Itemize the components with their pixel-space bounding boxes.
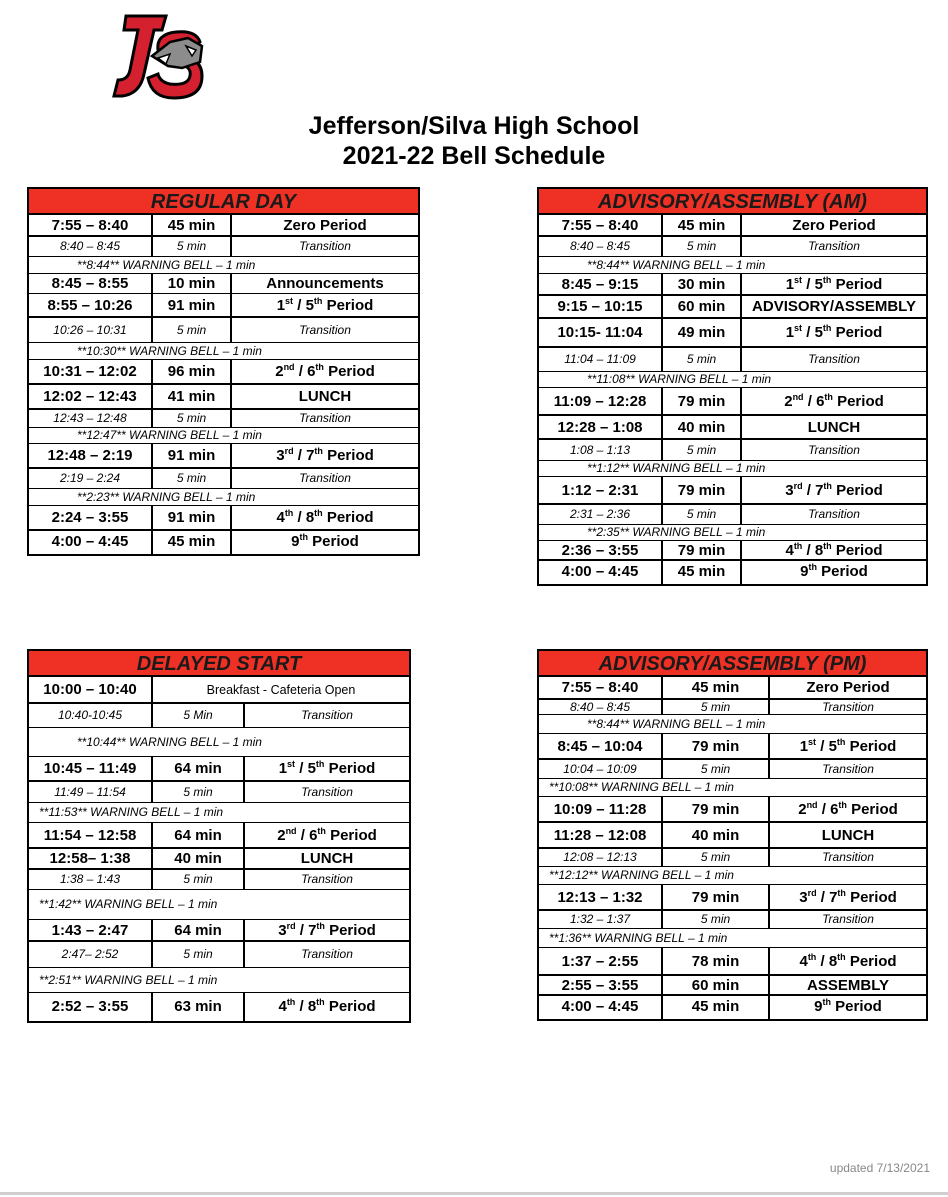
period-description: Transition xyxy=(768,911,926,928)
schedule-header: DELAYED START xyxy=(29,651,409,677)
period-description: 9th Period xyxy=(740,561,926,584)
school-logo xyxy=(108,12,212,106)
time-range: 10:26 – 10:31 xyxy=(53,323,127,337)
warning-bell-text: **8:44** WARNING BELL – 1 min xyxy=(587,717,766,731)
duration: 45 min xyxy=(661,561,740,584)
time-range: 4:00 – 4:45 xyxy=(51,533,129,550)
warning-bell-row xyxy=(539,715,926,734)
footer-divider xyxy=(0,1192,948,1195)
period-description: 9th Period xyxy=(768,996,926,1019)
warning-bell-text: **8:44** WARNING BELL – 1 min xyxy=(587,258,766,272)
duration: 5 min xyxy=(151,318,230,342)
duration: 5 min xyxy=(661,911,768,928)
duration: 40 min xyxy=(661,416,740,438)
schedule-row xyxy=(29,385,418,410)
time-range: 8:45 – 8:55 xyxy=(51,275,129,292)
schedule-row xyxy=(29,506,418,531)
time-range: 2:19 – 2:24 xyxy=(59,471,121,485)
period-description: Transition xyxy=(768,760,926,778)
duration: 45 min xyxy=(151,531,230,554)
schedule-row xyxy=(29,920,409,942)
time-range: 8:45 – 10:04 xyxy=(557,738,643,755)
time-range: 8:40 – 8:45 xyxy=(569,700,631,714)
period-description: Breakfast - Cafeteria Open xyxy=(151,677,409,702)
time-range: 11:28 – 12:08 xyxy=(553,827,647,844)
warning-bell-text: **10:30** WARNING BELL – 1 min xyxy=(77,344,262,358)
schedule-row xyxy=(29,410,418,428)
time-range: 10:40-10:45 xyxy=(57,708,123,722)
period-description: Transition xyxy=(740,440,926,460)
schedule-row xyxy=(539,215,926,237)
duration: 5 min xyxy=(151,469,230,488)
warning-bell-text: **11:08** WARNING BELL – 1 min xyxy=(587,372,772,386)
time-range: 10:45 – 11:49 xyxy=(43,760,137,777)
period-description: Zero Period xyxy=(768,677,926,698)
schedule-row xyxy=(539,976,926,996)
period-description: 1st / 5th Period xyxy=(243,757,409,780)
duration: 10 min xyxy=(151,274,230,293)
schedule-row xyxy=(29,942,409,968)
duration: 5 min xyxy=(661,440,740,460)
period-description: LUNCH xyxy=(768,823,926,847)
schedule-row xyxy=(539,911,926,929)
period-description: Transition xyxy=(243,704,409,727)
duration: 91 min xyxy=(151,444,230,467)
schedule-row xyxy=(29,870,409,890)
period-description: 1st / 5th Period xyxy=(740,319,926,346)
period-description: 4th / 8th Period xyxy=(740,541,926,559)
period-description: Transition xyxy=(243,870,409,889)
duration: 91 min xyxy=(151,506,230,529)
schedule-row xyxy=(29,704,409,728)
warning-bell-text: **10:44** WARNING BELL – 1 min xyxy=(77,735,262,749)
period-description: Transition xyxy=(243,942,409,967)
time-range: 1:43 – 2:47 xyxy=(51,922,129,939)
period-description: 3rd / 7th Period xyxy=(243,920,409,940)
period-description: 2nd / 6th Period xyxy=(740,388,926,414)
schedule-subtitle: 2021-22 Bell Schedule xyxy=(342,142,606,170)
warning-bell-text: **1:12** WARNING BELL – 1 min xyxy=(587,461,766,475)
warning-bell-row xyxy=(539,867,926,885)
duration: 5 min xyxy=(661,700,768,714)
time-range: 12:43 – 12:48 xyxy=(53,411,127,425)
warning-bell-text: **1:36** WARNING BELL – 1 min xyxy=(549,931,728,945)
time-range: 4:00 – 4:45 xyxy=(561,998,639,1015)
period-description: 3rd / 7th Period xyxy=(230,444,418,467)
schedule-row xyxy=(29,677,409,704)
period-description: 2nd / 6th Period xyxy=(230,360,418,383)
duration: 5 min xyxy=(151,237,230,256)
schedule-row xyxy=(29,469,418,489)
duration: 5 min xyxy=(151,942,243,967)
time-range: 2:47– 2:52 xyxy=(61,947,119,961)
duration: 5 min xyxy=(661,348,740,371)
time-range: 1:08 – 1:13 xyxy=(569,443,631,457)
schedule-row xyxy=(539,849,926,867)
time-range: 11:54 – 12:58 xyxy=(43,827,137,844)
warning-bell-row xyxy=(539,525,926,541)
time-range: 12:13 – 1:32 xyxy=(557,889,643,906)
advisory-assembly-pm-schedule xyxy=(537,649,928,1021)
schedule-row xyxy=(539,677,926,700)
schedule-row xyxy=(29,294,418,318)
duration: 45 min xyxy=(151,215,230,235)
duration: 60 min xyxy=(661,296,740,317)
schedule-row xyxy=(539,948,926,976)
duration: 79 min xyxy=(661,734,768,758)
period-description: LUNCH xyxy=(243,849,409,868)
period-description: Zero Period xyxy=(230,215,418,235)
schedule-row xyxy=(539,734,926,760)
period-description: 3rd / 7th Period xyxy=(768,885,926,909)
schedule-row xyxy=(539,797,926,823)
schedule-row xyxy=(539,561,926,584)
schedule-row xyxy=(29,274,418,294)
period-description: 1st / 5th Period xyxy=(768,734,926,758)
period-description: Transition xyxy=(243,782,409,802)
schedule-row xyxy=(29,237,418,257)
updated-date: updated 7/13/2021 xyxy=(829,1161,930,1175)
duration: 64 min xyxy=(151,757,243,780)
warning-bell-text: **1:42** WARNING BELL – 1 min xyxy=(39,897,218,911)
time-range: 10:31 – 12:02 xyxy=(43,363,137,380)
time-range: 1:38 – 1:43 xyxy=(59,872,121,886)
schedule-row xyxy=(539,823,926,849)
duration: 45 min xyxy=(661,996,768,1019)
warning-bell-row xyxy=(29,968,409,993)
warning-bell-row xyxy=(539,372,926,388)
warning-bell-row xyxy=(539,929,926,948)
period-description: LUNCH xyxy=(740,416,926,438)
duration: 5 Min xyxy=(151,704,243,727)
warning-bell-text: **12:47** WARNING BELL – 1 min xyxy=(77,428,262,442)
duration: 91 min xyxy=(151,294,230,316)
time-range: 8:55 – 10:26 xyxy=(47,297,133,314)
schedule-row xyxy=(539,477,926,505)
warning-bell-text: **11:53** WARNING BELL – 1 min xyxy=(39,805,224,819)
warning-bell-row xyxy=(29,728,409,757)
time-range: 11:49 – 11:54 xyxy=(54,785,126,799)
period-description: Announcements xyxy=(230,274,418,293)
time-range: 2:24 – 3:55 xyxy=(51,509,129,526)
time-range: 10:15- 11:04 xyxy=(557,324,643,341)
warning-bell-text: **8:44** WARNING BELL – 1 min xyxy=(77,258,256,272)
period-description: LUNCH xyxy=(230,385,418,408)
schedule-row xyxy=(539,700,926,715)
warning-bell-text: **2:23** WARNING BELL – 1 min xyxy=(77,490,256,504)
warning-bell-text: **10:08** WARNING BELL – 1 min xyxy=(549,780,734,794)
duration: 79 min xyxy=(661,388,740,414)
advisory-assembly-am-schedule xyxy=(537,187,928,586)
duration: 41 min xyxy=(151,385,230,408)
duration: 49 min xyxy=(661,319,740,346)
duration: 79 min xyxy=(661,885,768,909)
warning-bell-row xyxy=(29,428,418,444)
time-range: 7:55 – 8:40 xyxy=(561,217,639,234)
schedule-header: REGULAR DAY xyxy=(29,189,418,215)
schedule-row xyxy=(29,849,409,870)
duration: 5 min xyxy=(661,849,768,866)
time-range: 8:45 – 9:15 xyxy=(561,276,639,293)
warning-bell-text: **12:12** WARNING BELL – 1 min xyxy=(549,868,734,882)
duration: 5 min xyxy=(151,410,230,427)
schedule-row xyxy=(29,444,418,469)
schedule-row xyxy=(539,319,926,348)
time-range: 7:55 – 8:40 xyxy=(51,217,129,234)
duration: 60 min xyxy=(661,976,768,994)
warning-bell-text: **2:35** WARNING BELL – 1 min xyxy=(587,525,766,539)
warning-bell-row xyxy=(539,257,926,274)
warning-bell-row xyxy=(539,779,926,797)
duration: 5 min xyxy=(151,870,243,889)
period-description: 3rd / 7th Period xyxy=(740,477,926,503)
warning-bell-row xyxy=(29,257,418,274)
period-description: Transition xyxy=(768,849,926,866)
schedule-row xyxy=(29,318,418,343)
schedule-row xyxy=(29,993,409,1021)
duration: 45 min xyxy=(661,677,768,698)
time-range: 8:40 – 8:45 xyxy=(569,239,631,253)
schedule-row xyxy=(539,505,926,525)
period-description: Zero Period xyxy=(740,215,926,235)
time-range: 12:48 – 2:19 xyxy=(47,447,133,464)
period-description: Transition xyxy=(230,469,418,488)
schedule-row xyxy=(539,885,926,911)
schedule-row xyxy=(29,782,409,803)
duration: 5 min xyxy=(661,505,740,524)
schedule-row xyxy=(539,760,926,779)
time-range: 8:40 – 8:45 xyxy=(59,239,121,253)
schedule-row xyxy=(539,274,926,296)
period-description: 2nd / 6th Period xyxy=(243,823,409,847)
duration: 45 min xyxy=(661,215,740,235)
period-description: 4th / 8th Period xyxy=(230,506,418,529)
schedule-row xyxy=(539,237,926,257)
duration: 79 min xyxy=(661,477,740,503)
period-description: Transition xyxy=(768,700,926,714)
duration: 78 min xyxy=(661,948,768,974)
schedule-row xyxy=(29,757,409,782)
period-description: 4th / 8th Period xyxy=(243,993,409,1021)
duration: 40 min xyxy=(661,823,768,847)
schedule-row xyxy=(539,996,926,1019)
period-description: 1st / 5th Period xyxy=(230,294,418,316)
schedule-row xyxy=(539,440,926,461)
time-range: 9:15 – 10:15 xyxy=(557,298,643,315)
period-description: 9th Period xyxy=(230,531,418,554)
time-range: 10:04 – 10:09 xyxy=(563,762,637,776)
period-description: Transition xyxy=(740,348,926,371)
time-range: 12:08 – 12:13 xyxy=(563,850,637,864)
duration: 30 min xyxy=(661,274,740,294)
time-range: 10:00 – 10:40 xyxy=(43,681,137,698)
schedule-row xyxy=(29,215,418,237)
period-description: 4th / 8th Period xyxy=(768,948,926,974)
time-range: 1:32 – 1:37 xyxy=(569,912,631,926)
schedule-row xyxy=(29,360,418,385)
duration: 5 min xyxy=(661,760,768,778)
time-range: 10:09 – 11:28 xyxy=(553,801,647,818)
warning-bell-row xyxy=(29,489,418,506)
period-description: Transition xyxy=(230,410,418,427)
schedule-row xyxy=(539,296,926,319)
schedule-row xyxy=(539,416,926,440)
duration: 5 min xyxy=(661,237,740,256)
time-range: 12:28 – 1:08 xyxy=(557,419,643,436)
time-range: 11:09 – 12:28 xyxy=(553,393,647,410)
duration: 64 min xyxy=(151,920,243,940)
time-range: 12:58– 1:38 xyxy=(49,850,131,867)
duration: 40 min xyxy=(151,849,243,868)
duration: 79 min xyxy=(661,541,740,559)
duration: 96 min xyxy=(151,360,230,383)
duration: 5 min xyxy=(151,782,243,802)
warning-bell-row xyxy=(29,343,418,360)
time-range: 2:31 – 2:36 xyxy=(569,507,631,521)
schedule-row xyxy=(539,348,926,372)
regular-day-schedule xyxy=(27,187,420,556)
duration: 63 min xyxy=(151,993,243,1021)
duration: 79 min xyxy=(661,797,768,821)
schedule-header: ADVISORY/ASSEMBLY (AM) xyxy=(539,189,926,215)
period-description: ASSEMBLY xyxy=(768,976,926,994)
period-description: Transition xyxy=(230,237,418,256)
time-range: 4:00 – 4:45 xyxy=(561,563,639,580)
period-description: ADVISORY/ASSEMBLY xyxy=(740,296,926,317)
time-range: 1:37 – 2:55 xyxy=(561,953,639,970)
period-description: 2nd / 6th Period xyxy=(768,797,926,821)
time-range: 12:02 – 12:43 xyxy=(43,388,137,405)
time-range: 2:55 – 3:55 xyxy=(561,977,639,994)
schedule-row xyxy=(539,541,926,561)
warning-bell-text: **2:51** WARNING BELL – 1 min xyxy=(39,973,218,987)
time-range: 2:52 – 3:55 xyxy=(51,998,129,1015)
time-range: 11:04 – 11:09 xyxy=(564,352,636,366)
period-description: Transition xyxy=(740,237,926,256)
warning-bell-row xyxy=(29,803,409,823)
warning-bell-row xyxy=(539,461,926,477)
period-description: Transition xyxy=(230,318,418,342)
schedule-row xyxy=(29,823,409,849)
schedule-header: ADVISORY/ASSEMBLY (PM) xyxy=(539,651,926,677)
school-name: Jefferson/Silva High School xyxy=(308,112,640,140)
time-range: 2:36 – 3:55 xyxy=(561,542,639,559)
period-description: Transition xyxy=(740,505,926,524)
time-range: 7:55 – 8:40 xyxy=(561,679,639,696)
period-description: 1st / 5th Period xyxy=(740,274,926,294)
schedule-row xyxy=(29,531,418,554)
delayed-start-schedule xyxy=(27,649,411,1023)
schedule-row xyxy=(539,388,926,416)
time-range: 1:12 – 2:31 xyxy=(561,482,639,499)
duration: 64 min xyxy=(151,823,243,847)
warning-bell-row xyxy=(29,890,409,920)
